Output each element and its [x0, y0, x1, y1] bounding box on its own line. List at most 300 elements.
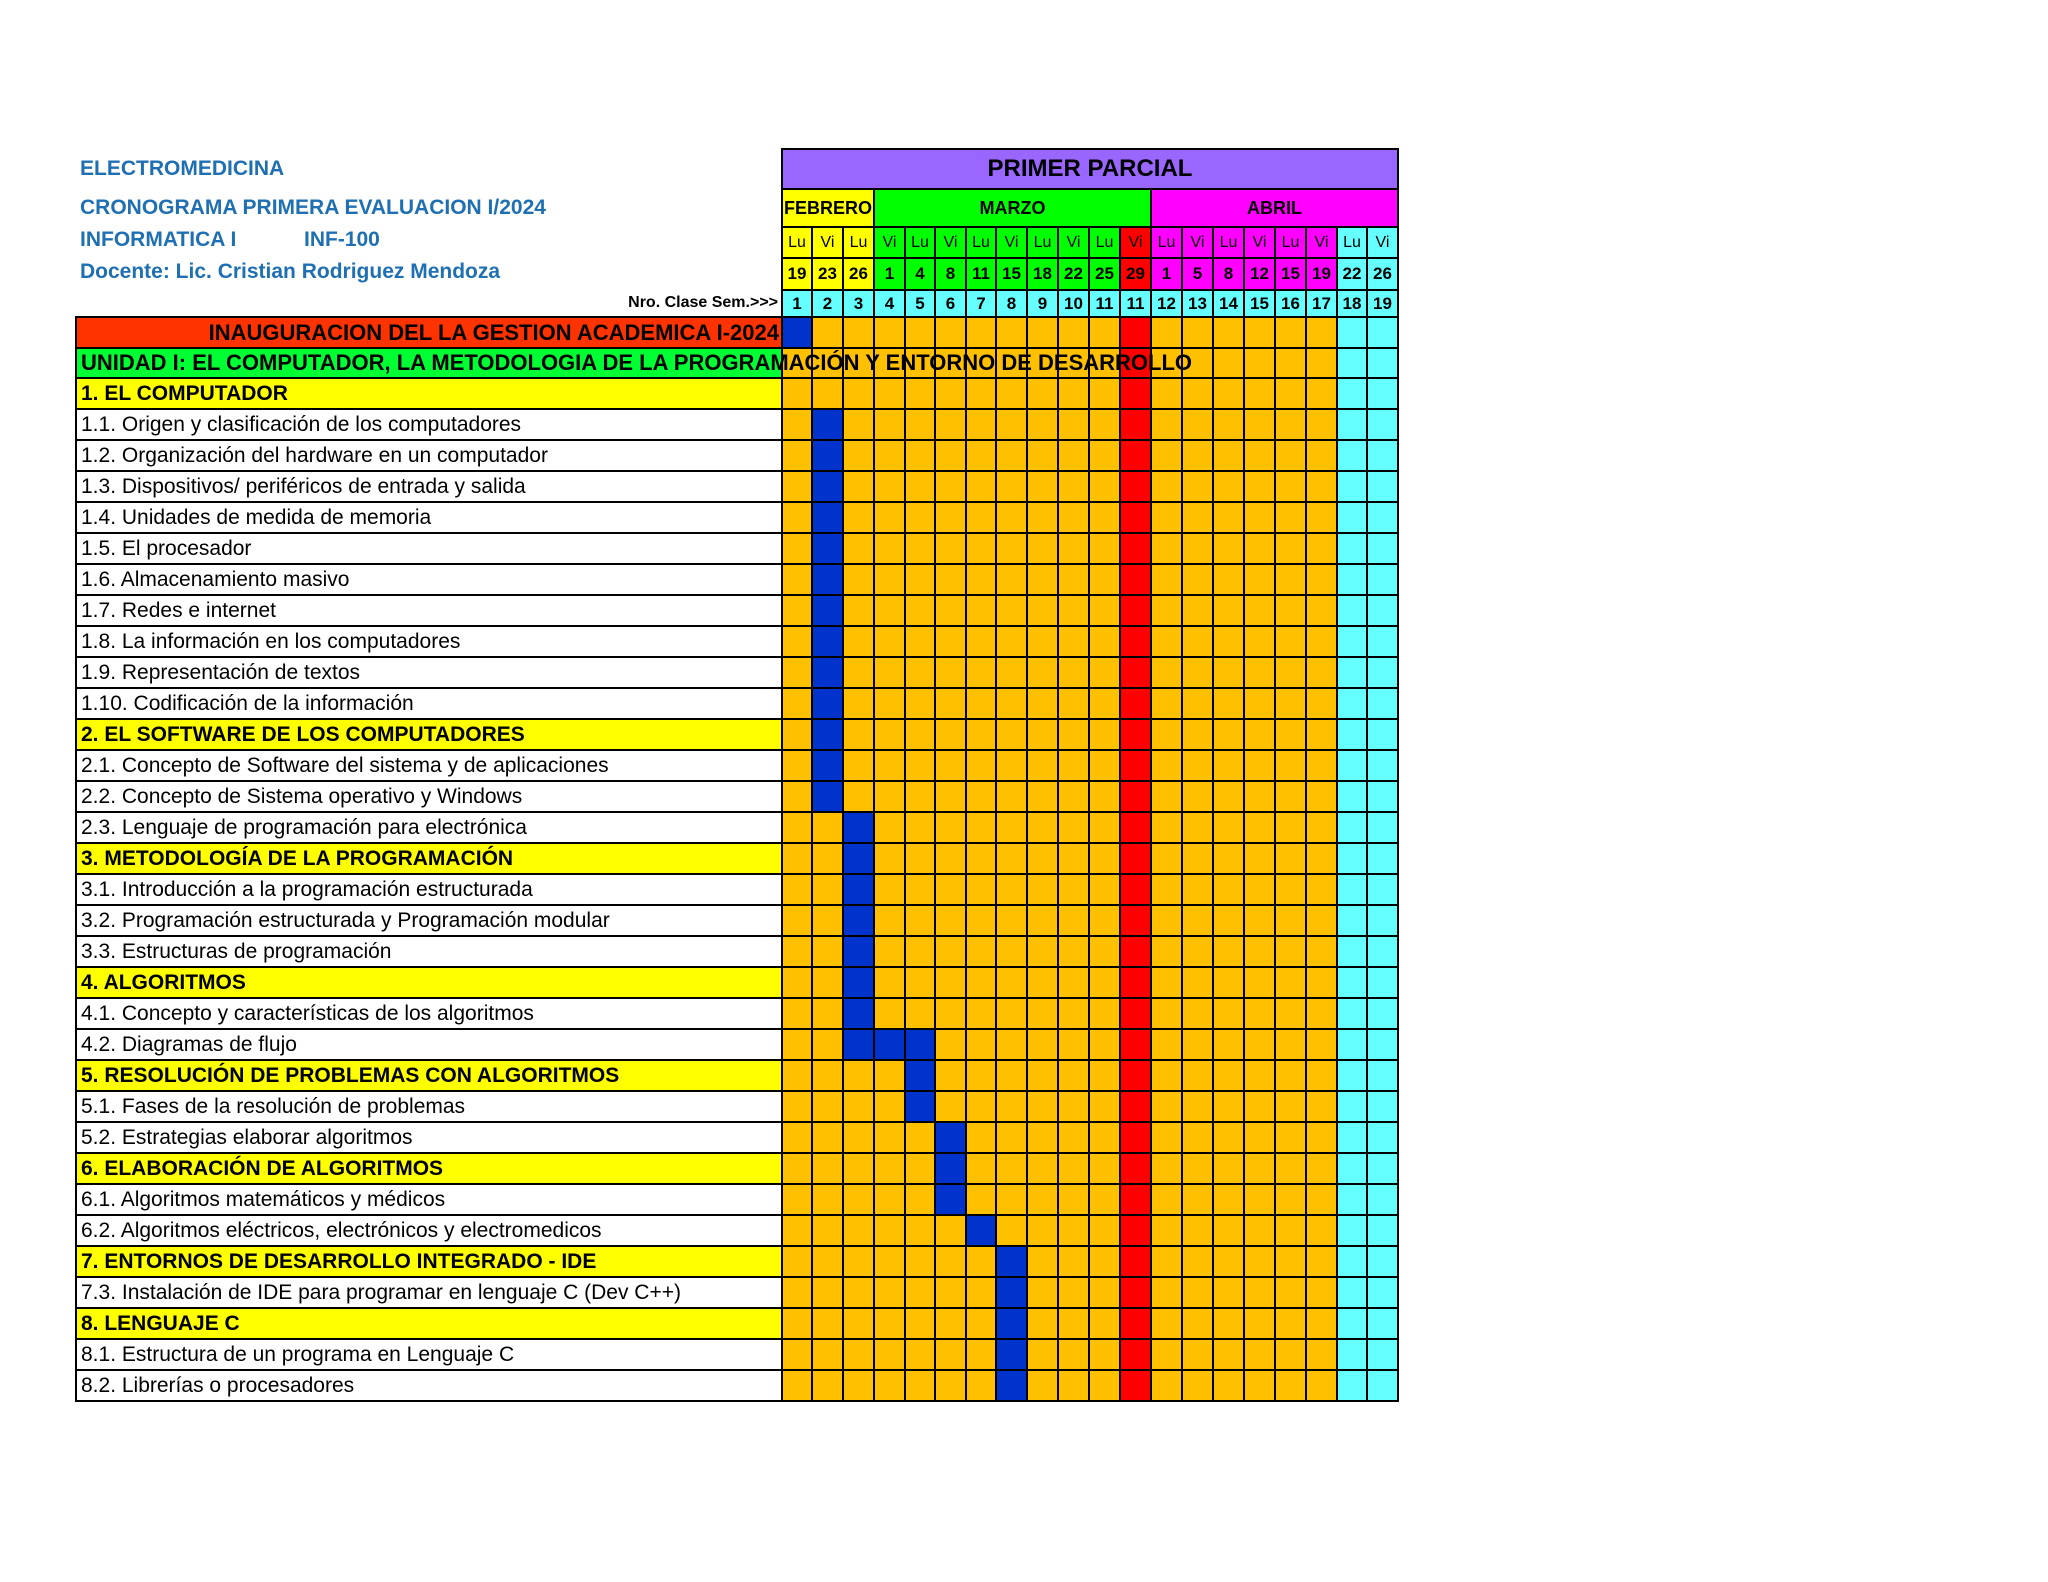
weekday-row: [76, 227, 1398, 258]
weekday-cell: Vi: [1244, 227, 1275, 258]
grid-cell: [1151, 1215, 1182, 1246]
grid-cell: [1151, 440, 1182, 471]
grid-cell: [1089, 440, 1120, 471]
grid-cell: [935, 657, 966, 688]
grid-cell: [1058, 812, 1089, 843]
grid-cell: [1275, 440, 1306, 471]
topic-row: [76, 936, 1398, 967]
grid-cell: [966, 595, 996, 626]
grid-cell: [1275, 1339, 1306, 1370]
grid-cell: [1089, 378, 1120, 409]
grid-cell: [1244, 317, 1275, 348]
grid-cell: [1120, 378, 1151, 409]
topic-row: [76, 440, 1398, 471]
grid-cell: [1306, 564, 1337, 595]
grid-cell: [782, 595, 812, 626]
grid-cell: [1306, 688, 1337, 719]
grid-cell: [1089, 595, 1120, 626]
grid-cell: [1367, 967, 1398, 998]
grid-cell: [1244, 998, 1275, 1029]
grid-cell: [1058, 657, 1089, 688]
grid-cell: [966, 564, 996, 595]
grid-cell: [782, 1060, 812, 1091]
row-label: 1.4. Unidades de medida de memoria: [76, 502, 782, 533]
grid-cell: [935, 750, 966, 781]
month-header: ABRIL: [1151, 189, 1398, 227]
grid-cell: [843, 1246, 874, 1277]
row-label: 7. ENTORNOS DE DESARROLLO INTEGRADO - IDE: [76, 1246, 782, 1277]
grid-cell: [935, 812, 966, 843]
grid-cell: [935, 998, 966, 1029]
grid-cell: [874, 657, 905, 688]
grid-cell: [1120, 998, 1151, 1029]
grid-cell: [1027, 843, 1058, 874]
grid-cell: [1275, 781, 1306, 812]
grid-cell: [1367, 812, 1398, 843]
grid-cell: [1244, 967, 1275, 998]
grid-cell: [1089, 1370, 1120, 1401]
grid-cell: [1244, 626, 1275, 657]
grid-cell: [1213, 1215, 1244, 1246]
grid-cell: [966, 688, 996, 719]
grid-cell: [1182, 1370, 1213, 1401]
grid-cell: [1306, 1339, 1337, 1370]
grid-cell: [996, 471, 1027, 502]
grid-cell: [1367, 348, 1398, 378]
grid-cell: [1306, 1184, 1337, 1215]
grid-cell: [1367, 564, 1398, 595]
grid-cell: [1182, 719, 1213, 750]
spacer-cell: [76, 227, 782, 258]
grid-cell: [1244, 1184, 1275, 1215]
grid-cell: [1058, 1153, 1089, 1184]
grid-cell: [1058, 1060, 1089, 1091]
grid-cell: [1120, 440, 1151, 471]
row-label: 4.1. Concepto y características de los algoritmos: [76, 998, 782, 1029]
grid-cell: [966, 1122, 996, 1153]
row-label: 6.2. Algoritmos eléctricos, electrónicos y electromedicos: [76, 1215, 782, 1246]
grid-cell: [1275, 1153, 1306, 1184]
grid-cell: [1182, 1184, 1213, 1215]
row-label: 1. EL COMPUTADOR: [76, 378, 782, 409]
grid-cell: [1306, 1308, 1337, 1339]
grid-cell: [1151, 1370, 1182, 1401]
grid-cell: [782, 719, 812, 750]
topic-row: [76, 471, 1398, 502]
grid-cell: [843, 1370, 874, 1401]
grid-cell: [1027, 533, 1058, 564]
grid-cell: [1244, 409, 1275, 440]
row-label: 6.1. Algoritmos matemáticos y médicos: [76, 1184, 782, 1215]
grid-cell: [1089, 1215, 1120, 1246]
grid-cell: [874, 1246, 905, 1277]
row-label: 8. LENGUAJE C: [76, 1308, 782, 1339]
grid-cell: [1337, 378, 1367, 409]
grid-cell: [1182, 812, 1213, 843]
grid-cell: [1151, 1277, 1182, 1308]
topic-row: [76, 409, 1398, 440]
grid-cell: [996, 1060, 1027, 1091]
grid-cell: [1213, 595, 1244, 626]
grid-cell: [905, 440, 935, 471]
grid-cell: [843, 533, 874, 564]
grid-cell: [1306, 317, 1337, 348]
grid-cell: [1213, 936, 1244, 967]
grid-cell: [1244, 657, 1275, 688]
grid-cell: [996, 626, 1027, 657]
grid-cell: [843, 781, 874, 812]
grid-cell: [1213, 348, 1244, 378]
row-label: 1.3. Dispositivos/ periféricos de entrada y salida: [76, 471, 782, 502]
class-number-cell: 12: [1151, 290, 1182, 317]
grid-cell: [1182, 378, 1213, 409]
grid-cell: [905, 626, 935, 657]
grid-cell: [782, 936, 812, 967]
grid-cell: [996, 688, 1027, 719]
grid-cell: [1275, 317, 1306, 348]
grid-cell: [1151, 1029, 1182, 1060]
grid-cell: [1182, 1153, 1213, 1184]
grid-cell: [996, 564, 1027, 595]
grid-cell: [1182, 1060, 1213, 1091]
grid-cell: [812, 1246, 843, 1277]
grid-cell: [1213, 688, 1244, 719]
grid-cell: [1120, 533, 1151, 564]
grid-cell: [1182, 317, 1213, 348]
grid-cell: [996, 719, 1027, 750]
grid-cell: [996, 1153, 1027, 1184]
grid-cell: [1213, 533, 1244, 564]
grid-cell: [1027, 471, 1058, 502]
grid-cell: [874, 440, 905, 471]
grid-cell: [1244, 781, 1275, 812]
subject-code: INF-100: [304, 228, 380, 251]
grid-cell: [1337, 564, 1367, 595]
grid-cell: [905, 936, 935, 967]
scheduled-cell: [812, 719, 843, 750]
grid-cell: [1151, 1246, 1182, 1277]
grid-cell: [1367, 936, 1398, 967]
scheduled-cell: [996, 1339, 1027, 1370]
topic-row: [76, 533, 1398, 564]
section-row: [76, 967, 1398, 998]
grid-cell: [843, 750, 874, 781]
grid-cell: [1182, 1029, 1213, 1060]
weekday-cell: Lu: [782, 227, 812, 258]
scheduled-cell: [996, 1370, 1027, 1401]
grid-cell: [1306, 843, 1337, 874]
grid-cell: [1151, 719, 1182, 750]
grid-cell: [782, 533, 812, 564]
date-cell: 5: [1182, 258, 1213, 290]
grid-cell: [905, 1122, 935, 1153]
grid-cell: [1367, 440, 1398, 471]
grid-cell: [1275, 657, 1306, 688]
date-cell: 8: [1213, 258, 1244, 290]
grid-cell: [935, 1091, 966, 1122]
grid-cell: [905, 1184, 935, 1215]
grid-cell: [996, 1029, 1027, 1060]
grid-cell: [1058, 1370, 1089, 1401]
grid-cell: [1089, 967, 1120, 998]
weekday-cell: Vi: [1058, 227, 1089, 258]
grid-cell: [1213, 1060, 1244, 1091]
grid-cell: [1337, 1153, 1367, 1184]
grid-cell: [1120, 688, 1151, 719]
grid-cell: [1213, 1277, 1244, 1308]
grid-cell: [1337, 1215, 1367, 1246]
grid-cell: [1337, 471, 1367, 502]
grid-cell: [1058, 750, 1089, 781]
grid-cell: [1275, 750, 1306, 781]
grid-cell: [874, 378, 905, 409]
grid-cell: [782, 1029, 812, 1060]
grid-cell: [1120, 781, 1151, 812]
grid-cell: [812, 843, 843, 874]
row-label: 3.2. Programación estructurada y Programación modular: [76, 905, 782, 936]
scheduled-cell: [843, 967, 874, 998]
grid-cell: [843, 1184, 874, 1215]
topic-row: [76, 1029, 1398, 1060]
grid-cell: [1058, 843, 1089, 874]
grid-cell: [1089, 1277, 1120, 1308]
grid-cell: [874, 719, 905, 750]
scheduled-cell: [966, 1215, 996, 1246]
grid-cell: [1120, 626, 1151, 657]
grid-cell: [1367, 1060, 1398, 1091]
grid-cell: [935, 843, 966, 874]
grid-cell: [1058, 905, 1089, 936]
grid-cell: [996, 905, 1027, 936]
grid-cell: [1367, 378, 1398, 409]
grid-cell: [1120, 1339, 1151, 1370]
grid-cell: [996, 440, 1027, 471]
grid-cell: [1120, 1029, 1151, 1060]
grid-cell: [1367, 688, 1398, 719]
grid-cell: [782, 378, 812, 409]
class-number-cell: 4: [874, 290, 905, 317]
grid-cell: [1367, 471, 1398, 502]
grid-cell: [1089, 502, 1120, 533]
grid-cell: [1275, 967, 1306, 998]
grid-cell: [1089, 626, 1120, 657]
grid-cell: [1213, 502, 1244, 533]
grid-cell: [782, 874, 812, 905]
grid-cell: [1027, 967, 1058, 998]
grid-cell: [1151, 471, 1182, 502]
grid-cell: [996, 1184, 1027, 1215]
grid-cell: [874, 317, 905, 348]
grid-cell: [1027, 502, 1058, 533]
grid-cell: [1213, 719, 1244, 750]
grid-cell: [1244, 1339, 1275, 1370]
grid-cell: [1275, 905, 1306, 936]
grid-cell: [1275, 1215, 1306, 1246]
grid-cell: [966, 1184, 996, 1215]
grid-cell: [1275, 1184, 1306, 1215]
grid-cell: [843, 719, 874, 750]
month-header: FEBRERO: [782, 189, 874, 227]
date-cell: 4: [905, 258, 935, 290]
grid-cell: [812, 936, 843, 967]
grid-cell: [1089, 1184, 1120, 1215]
grid-cell: [782, 1215, 812, 1246]
grid-cell: [1367, 1370, 1398, 1401]
grid-cell: [1275, 502, 1306, 533]
grid-cell: [1058, 874, 1089, 905]
grid-cell: [874, 1339, 905, 1370]
grid-cell: [782, 564, 812, 595]
grid-cell: [1089, 1308, 1120, 1339]
grid-cell: [1027, 1308, 1058, 1339]
grid-cell: [782, 812, 812, 843]
grid-cell: [1182, 657, 1213, 688]
date-cell: 1: [1151, 258, 1182, 290]
class-number-cell: 7: [966, 290, 996, 317]
grid-cell: [1027, 905, 1058, 936]
grid-cell: [1337, 781, 1367, 812]
grid-cell: [1089, 471, 1120, 502]
grid-cell: [1244, 1277, 1275, 1308]
subject-name: INFORMATICA I: [80, 228, 237, 251]
grid-cell: [1275, 1060, 1306, 1091]
grid-cell: [966, 1308, 996, 1339]
grid-cell: [1337, 1122, 1367, 1153]
row-label: 8.1. Estructura de un programa en Lenguaje C: [76, 1339, 782, 1370]
grid-cell: [1244, 688, 1275, 719]
scheduled-cell: [905, 1091, 935, 1122]
grid-cell: [874, 1308, 905, 1339]
grid-cell: [874, 1277, 905, 1308]
grid-cell: [905, 657, 935, 688]
grid-cell: [1306, 812, 1337, 843]
grid-cell: [1058, 1215, 1089, 1246]
class-number-cell: 3: [843, 290, 874, 317]
grid-cell: [1182, 998, 1213, 1029]
grid-cell: [1027, 1277, 1058, 1308]
weekday-cell: Vi: [812, 227, 843, 258]
grid-cell: [966, 719, 996, 750]
grid-cell: [843, 626, 874, 657]
grid-cell: [1244, 905, 1275, 936]
grid-cell: [1182, 750, 1213, 781]
grid-cell: [1275, 1091, 1306, 1122]
grid-cell: [905, 378, 935, 409]
month-header: MARZO: [874, 189, 1151, 227]
grid-cell: [1213, 1122, 1244, 1153]
grid-cell: [1367, 533, 1398, 564]
grid-cell: [935, 1060, 966, 1091]
grid-cell: [1089, 719, 1120, 750]
grid-cell: [812, 1370, 843, 1401]
grid-cell: [1337, 1339, 1367, 1370]
grid-cell: [782, 1339, 812, 1370]
class-number-cell: 2: [812, 290, 843, 317]
scheduled-cell: [812, 471, 843, 502]
grid-cell: [1151, 874, 1182, 905]
grid-cell: [1027, 874, 1058, 905]
grid-cell: [1367, 1277, 1398, 1308]
row-label: 1.1. Origen y clasificación de los computadores: [76, 409, 782, 440]
grid-cell: [1058, 1277, 1089, 1308]
grid-cell: [1275, 936, 1306, 967]
grid-cell: [843, 657, 874, 688]
grid-cell: [1151, 967, 1182, 998]
grid-cell: [843, 1215, 874, 1246]
grid-cell: [1182, 409, 1213, 440]
grid-cell: [782, 440, 812, 471]
grid-cell: [996, 781, 1027, 812]
grid-cell: [1306, 378, 1337, 409]
grid-cell: [1058, 626, 1089, 657]
grid-cell: [1058, 533, 1089, 564]
grid-cell: [966, 936, 996, 967]
weekday-cell: Lu: [1027, 227, 1058, 258]
weekday-cell: Lu: [1275, 227, 1306, 258]
topic-row: [76, 1215, 1398, 1246]
grid-cell: [1120, 719, 1151, 750]
grid-cell: [874, 843, 905, 874]
grid-cell: [1213, 874, 1244, 905]
grid-cell: [1058, 1308, 1089, 1339]
topic-row: [76, 1184, 1398, 1215]
grid-cell: [1027, 1029, 1058, 1060]
topic-row: [76, 1091, 1398, 1122]
grid-cell: [1367, 843, 1398, 874]
grid-cell: [935, 936, 966, 967]
weekday-cell: Vi: [1182, 227, 1213, 258]
grid-cell: [1367, 595, 1398, 626]
grid-cell: [843, 409, 874, 440]
grid-cell: [1337, 1184, 1367, 1215]
grid-cell: [812, 1215, 843, 1246]
grid-cell: [935, 626, 966, 657]
grid-cell: [1182, 626, 1213, 657]
topic-row: [76, 1339, 1398, 1370]
grid-cell: [1151, 1122, 1182, 1153]
row-label: 4.2. Diagramas de flujo: [76, 1029, 782, 1060]
grid-cell: [1213, 317, 1244, 348]
grid-cell: [1337, 595, 1367, 626]
grid-cell: [1089, 874, 1120, 905]
grid-cell: [996, 409, 1027, 440]
row-label: 3.3. Estructuras de programación: [76, 936, 782, 967]
grid-cell: [966, 998, 996, 1029]
grid-cell: [1151, 750, 1182, 781]
grid-cell: [1213, 1029, 1244, 1060]
grid-cell: [905, 1215, 935, 1246]
grid-cell: [935, 905, 966, 936]
grid-cell: [1306, 905, 1337, 936]
grid-cell: [905, 843, 935, 874]
grid-cell: [1337, 317, 1367, 348]
grid-cell: [1337, 998, 1367, 1029]
scheduled-cell: [874, 1029, 905, 1060]
row-label: 1.2. Organización del hardware en un computador: [76, 440, 782, 471]
grid-cell: [782, 1153, 812, 1184]
grid-cell: [1027, 750, 1058, 781]
topic-row: [76, 564, 1398, 595]
grid-cell: [1306, 781, 1337, 812]
grid-cell: [1367, 719, 1398, 750]
weekday-cell: Lu: [1213, 227, 1244, 258]
grid-cell: [1120, 1277, 1151, 1308]
row-label: 1.8. La información en los computadores: [76, 626, 782, 657]
grid-cell: [1275, 688, 1306, 719]
row-label: 5.1. Fases de la resolución de problemas: [76, 1091, 782, 1122]
grid-cell: [1244, 502, 1275, 533]
class-number-cell: 1: [782, 290, 812, 317]
